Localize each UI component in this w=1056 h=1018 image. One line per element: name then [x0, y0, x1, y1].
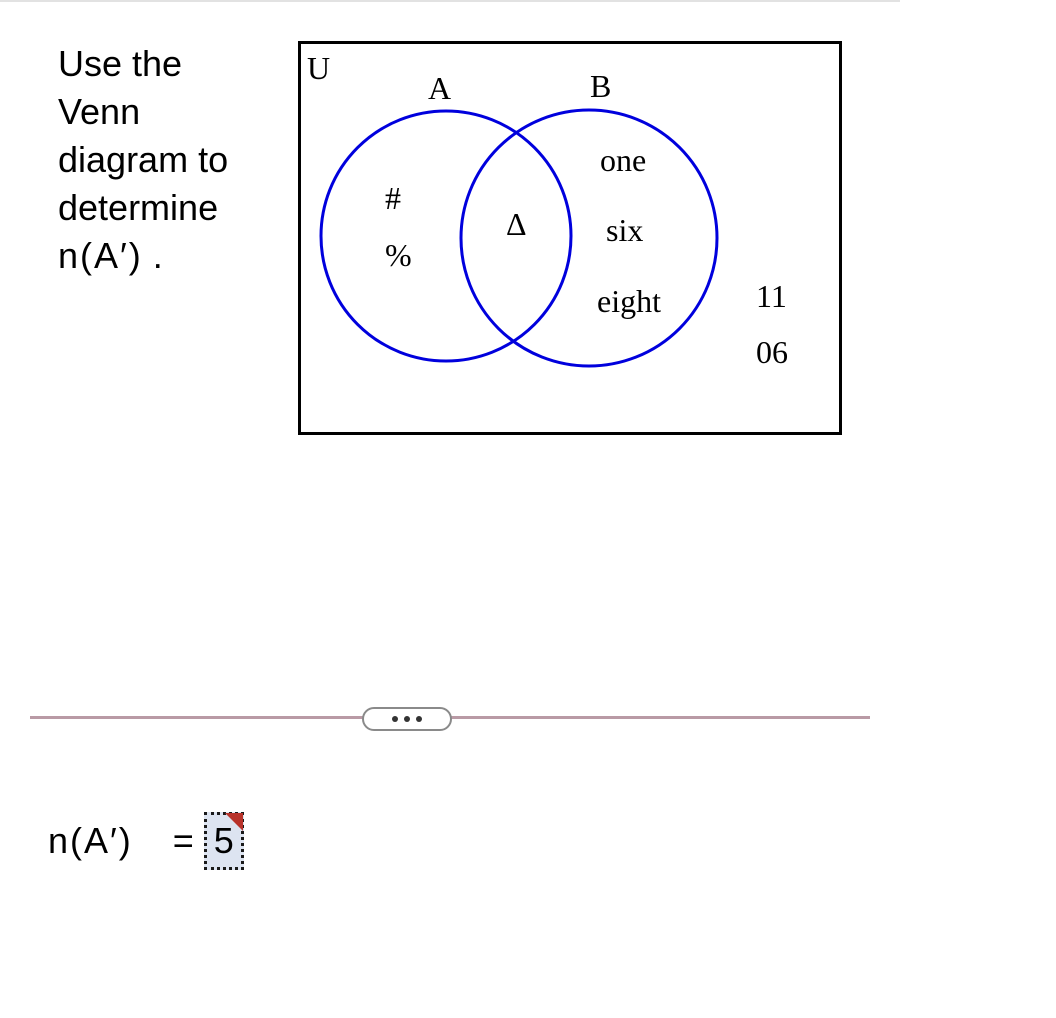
- outside-element: 06: [756, 334, 788, 370]
- only-b-element: six: [606, 212, 644, 248]
- prompt-line-3: diagram to: [58, 139, 229, 180]
- prompt-line-2: Venn: [58, 91, 141, 132]
- universe-label: U: [307, 50, 331, 86]
- ellipsis-icon: [416, 716, 422, 722]
- ellipsis-icon: [392, 716, 398, 722]
- set-b-label: B: [590, 68, 612, 104]
- answer-value: 5: [213, 820, 234, 861]
- prompt-expression: n(A′): [58, 235, 143, 276]
- intersection-element: Δ: [506, 206, 527, 242]
- set-a-circle: [321, 111, 571, 361]
- answer-row: [48, 812, 244, 870]
- only-a-element: %: [385, 237, 412, 273]
- equals-sign: =: [172, 820, 194, 861]
- set-b-circle: [461, 110, 717, 366]
- top-divider: [0, 0, 900, 2]
- only-a-element: #: [385, 180, 401, 216]
- answer-input[interactable]: [204, 812, 244, 870]
- only-b-element: one: [600, 142, 647, 178]
- answer-expression: n(A′): [48, 820, 133, 861]
- prompt-line-4: determine: [58, 187, 219, 228]
- venn-diagram: [298, 41, 842, 435]
- ellipsis-icon: [404, 716, 410, 722]
- set-a-label: A: [428, 70, 452, 106]
- expand-more-button[interactable]: [362, 707, 452, 731]
- incorrect-flag-icon: [225, 813, 243, 831]
- question-prompt: [58, 40, 268, 280]
- outside-element: 11: [756, 278, 787, 314]
- prompt-period: .: [152, 235, 163, 276]
- prompt-line-5: [58, 232, 268, 280]
- prompt-line-1: Use the: [58, 43, 183, 84]
- only-b-element: eight: [597, 283, 661, 319]
